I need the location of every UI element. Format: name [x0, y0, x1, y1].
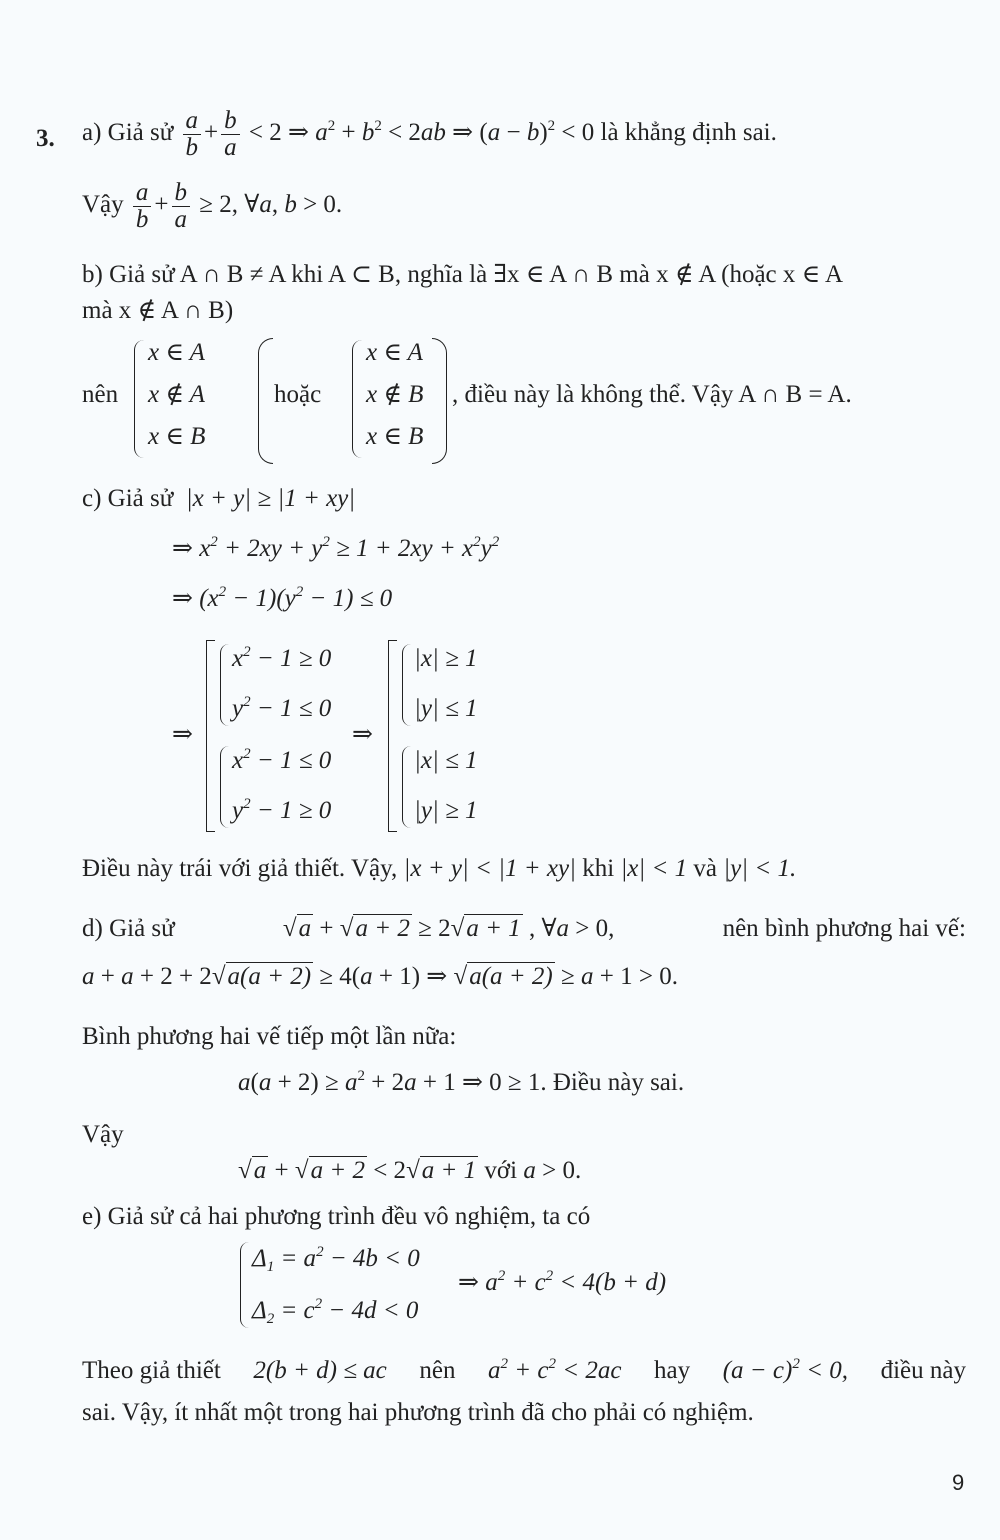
- part-d-false: Điều này sai.: [552, 1069, 685, 1096]
- fraction-a-over-b: $\frac{a}{b}$: [183, 108, 202, 161]
- part-c-line1: c) Giả sử |x + y| ≥ |1 + xy|: [82, 485, 356, 512]
- part-c-va: và: [693, 855, 718, 882]
- c-sys-row8: |y| ≥ 1: [414, 797, 478, 824]
- page-number: 9: [952, 1470, 965, 1495]
- sys2-row1: x ∈ A: [366, 339, 423, 366]
- sys2-row2: x ∉ B: [366, 381, 424, 408]
- fraction-b-over-a: $\frac{b}{a}$: [221, 108, 240, 161]
- sys1-row2: x ∉ A: [148, 381, 205, 408]
- part-d-square-again: Bình phương hai vế tiếp một lần nữa:: [82, 1023, 457, 1050]
- brace-c1: [220, 644, 229, 726]
- part-a-line2: Vậy $\frac{a}{b}$ + $\frac{b}{a}$ ≥ 2, ∀a, b > 0.: [82, 179, 343, 233]
- part-c-conclusion: Điều này trái với giả thiết. Vậy, |x + y| < |1 + xy| khi |x| < 1 và |y| < 1.: [82, 855, 797, 882]
- part-e-last: sai. Vậy, ít nhất một trong hai phương trình đã cho phải có nghiệm.: [82, 1399, 754, 1426]
- e-row2: $\Delta_2 = c^2 - 4d < 0$: [252, 1296, 419, 1327]
- brace-c4: [402, 746, 411, 828]
- formula-a1: < 2 ⇒ $a^2 + b^2 < 2ab$ ⇒ $(a - b)^2 < 0$: [248, 118, 595, 147]
- c-sys-row2: $y^2 - 1 \le 0$: [232, 694, 332, 722]
- part-e-nen: nên: [419, 1357, 456, 1384]
- part-b-tail: , điều này là không thể. Vậy A ∩ B = A.: [452, 381, 852, 408]
- c-sys-row1: $x^2 - 1 \ge 0$: [232, 644, 332, 672]
- implies-arrow-1: ⇒: [172, 721, 193, 748]
- part-a-intro: a) Giả sử: [82, 119, 174, 147]
- implies-arrow-2: ⇒: [352, 721, 373, 748]
- brace-c2: [220, 746, 229, 828]
- sys2-row3: x ∈ B: [366, 423, 424, 450]
- part-d-intro: d) Giả sử: [82, 915, 175, 942]
- part-b-line2: mà x ∉ A ∩ B): [82, 297, 234, 324]
- paren-open: [258, 338, 273, 464]
- part-b-line1: b) Giả sử A ∩ B ≠ A khi A ⊂ B, nghĩa là ∃x ∈ A ∩ B mà x ∉ A (hoặc x ∈ A: [82, 261, 844, 288]
- part-a-vay: Vậy: [82, 191, 124, 219]
- part-e-tail: điều này: [880, 1357, 966, 1384]
- sys1-row3: x ∈ B: [148, 423, 206, 450]
- c-sys-row5: |x| ≥ 1: [414, 645, 478, 672]
- fraction-b-over-a-2: $\frac{b}{a}$: [172, 180, 191, 233]
- paren-close: [432, 338, 447, 464]
- e-row1: $\Delta_1 = a^2 - 4b < 0$: [252, 1244, 420, 1275]
- part-c-step2: ⇒ $(x^2 - 1)(y^2 - 1) \le 0$: [172, 584, 393, 612]
- fraction-a-over-b-2: $\frac{a}{b}$: [133, 180, 152, 233]
- part-a-line1: a) Giả sử $\frac{a}{b}$ + $\frac{b}{a}$ < 2 ⇒ $a^2 + b^2 < 2ab$ ⇒ $(a - b)^2 < 0$ là khẳng định sai.: [82, 107, 777, 161]
- e-implies: ⇒ $a^2 + c^2 < 4(b + d)$: [458, 1268, 667, 1296]
- c-sys-row6: |y| ≤ 1: [414, 695, 478, 722]
- part-d-suffix: nên bình phương hai vế:: [722, 915, 966, 942]
- problem-number: 3.: [36, 125, 55, 152]
- formula-a2: ≥ 2, ∀a, b > 0.: [199, 191, 343, 219]
- formula-d1: √a + √a + 2 ≥ 2√a + 1 , ∀a > 0,: [282, 915, 615, 942]
- part-d-line2: a + a + 2 + 2√a(a + 2) ≥ 4(a + 1) ⇒ √a(a + 2) ≥ a + 1 > 0.: [82, 963, 678, 990]
- part-c-step1: ⇒ $x^2 + 2xy + y^2 \ge 1 + 2xy + x^2y^2$: [172, 534, 500, 562]
- part-e-theo: Theo giả thiết 2(b + d) ≤ ac nên $a^2 + c^2 < 2ac$ hay $(a - c)^2 < 0$, điều này: [82, 1356, 966, 1384]
- part-d-with: với: [484, 1157, 518, 1184]
- bracket-left-1: [206, 640, 215, 832]
- part-e-intro: e) Giả sử cả hai phương trình đều vô nghiệm, ta có: [82, 1203, 591, 1230]
- part-e-theo-pre: Theo giả thiết: [82, 1357, 221, 1384]
- part-d-line4: $a(a + 2) \ge a^2 + 2a + 1$ ⇒ 0 ≥ 1. Điều này sai.: [238, 1068, 685, 1096]
- c-sys-row4: $y^2 - 1 \ge 0$: [232, 796, 332, 824]
- part-e-hay: hay: [654, 1357, 691, 1384]
- c-sys-row7: |x| ≤ 1: [414, 747, 478, 774]
- part-c-intro: c) Giả sử: [82, 485, 174, 512]
- part-d-line1: [82, 914, 966, 944]
- part-d-result: √a + √a + 2 < 2√a + 1 với a > 0.: [238, 1157, 582, 1184]
- brace-system-2: [352, 340, 363, 458]
- part-c-conclusion-text: Điều này trái với giả thiết. Vậy,: [82, 855, 398, 882]
- c-sys-row3: $x^2 - 1 \le 0$: [232, 746, 332, 774]
- part-a-claim: là khẳng định sai.: [600, 119, 777, 147]
- sys1-row1: x ∈ A: [148, 339, 205, 366]
- part-b-nen: nên: [82, 381, 119, 408]
- part-b-hoac: hoặc: [274, 381, 322, 408]
- part-c-khi: khi: [582, 855, 615, 882]
- brace-e: [240, 1242, 249, 1328]
- brace-c3: [402, 644, 411, 726]
- part-d-vay: Vậy: [82, 1121, 124, 1148]
- brace-system-1: [134, 340, 145, 458]
- bracket-left-2: [388, 640, 397, 832]
